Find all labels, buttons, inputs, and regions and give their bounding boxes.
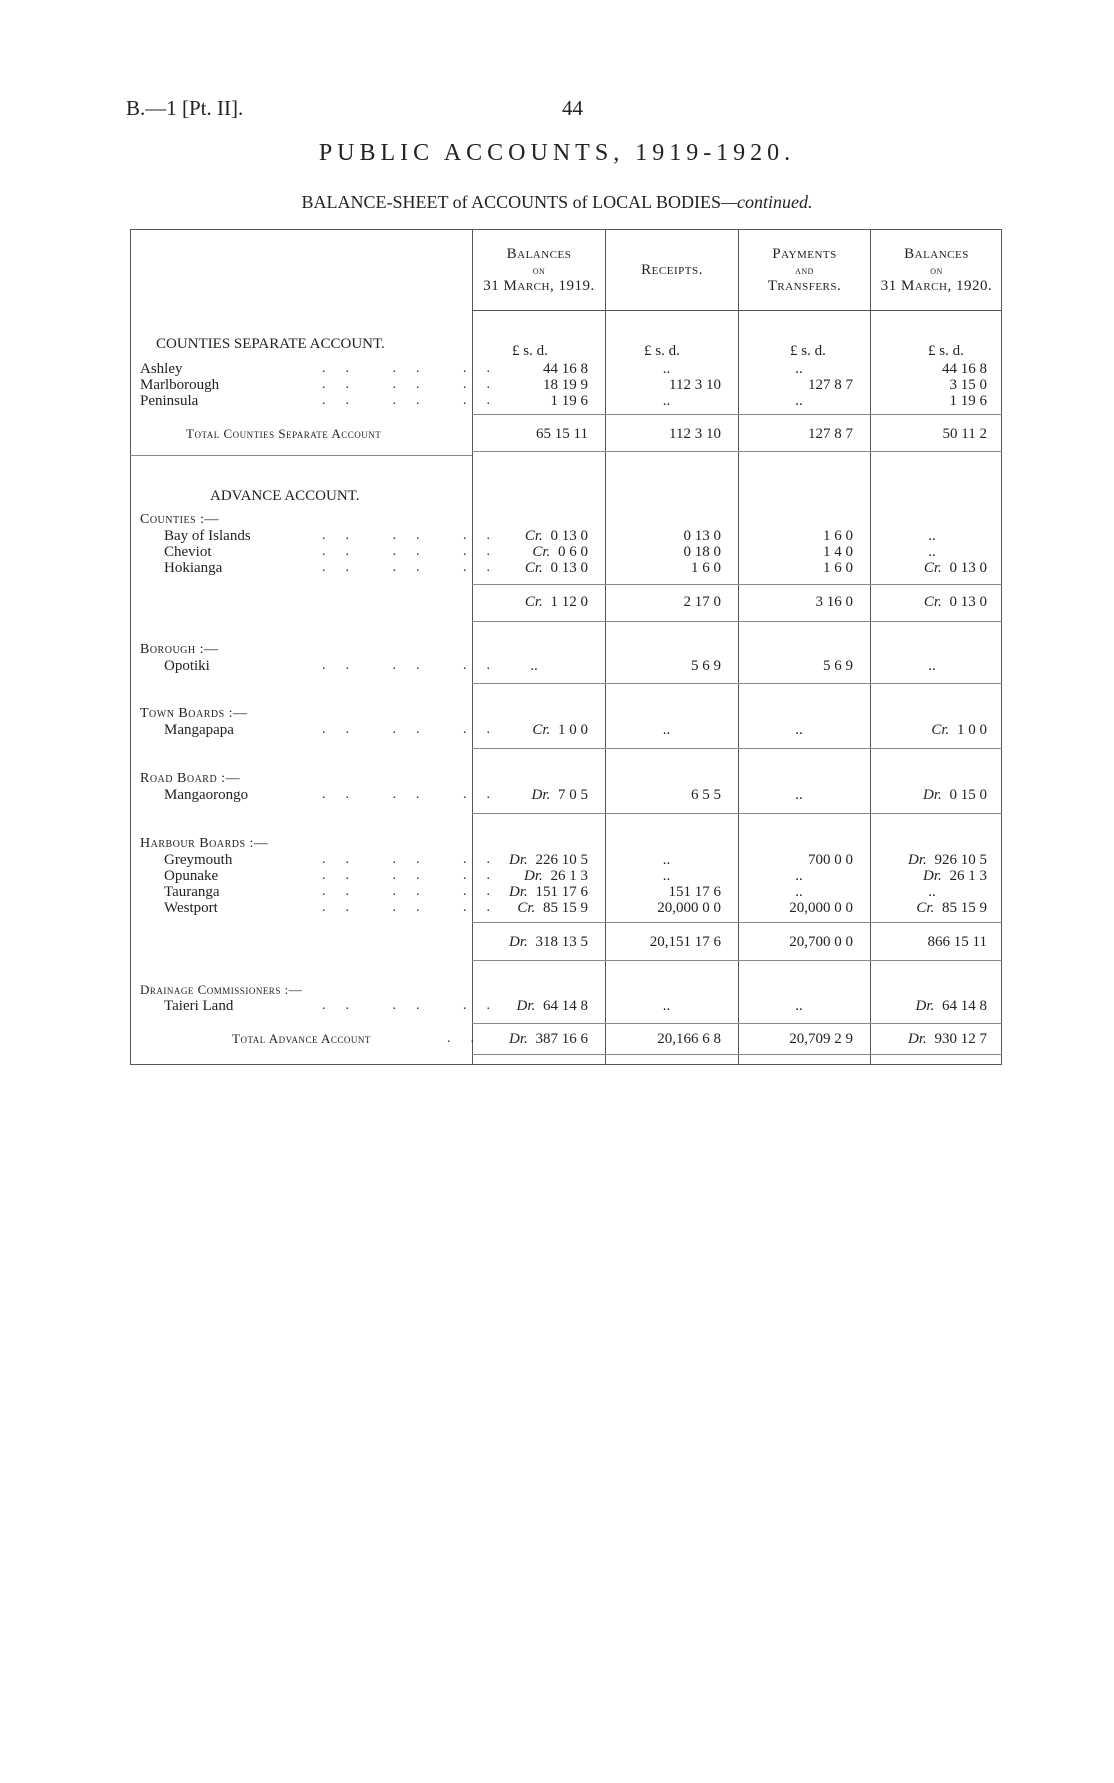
row-name: Ashley: [140, 361, 183, 377]
table-cell: 0 13 0: [683, 528, 721, 544]
leader-dots: ..: [447, 1031, 494, 1046]
leader-dots: .. .. ..: [322, 560, 510, 575]
table-cell: ..: [662, 868, 671, 884]
row-name: Hokianga: [164, 560, 223, 576]
col-header-payments: Payments and Transfers.: [767, 246, 842, 294]
table-cell: Cr. 0 13 0: [524, 560, 588, 576]
table-cell: 1 19 6: [550, 393, 588, 409]
subtotal-cell: 2 17 0: [683, 594, 721, 610]
leader-dots: .. .. ..: [322, 722, 510, 737]
table-cell: Cr. 0 13 0: [524, 528, 588, 544]
subtitle-main: BALANCE-SHEET of ACCOUNTS of LOCAL BODIES: [301, 192, 721, 212]
table-cell: ..: [928, 544, 936, 560]
table-cell: Dr. 64 14 8: [516, 998, 588, 1014]
table-cell: Dr. 926 10 5: [907, 852, 987, 868]
table-cell: ..: [928, 884, 936, 900]
table-cell: Cr. 1 0 0: [931, 722, 987, 738]
total-cell: 65 15 11: [536, 426, 588, 442]
table-cell: 1 6 0: [823, 560, 853, 576]
row-name: Opotiki: [164, 658, 210, 674]
group-label-counties: Counties :—: [140, 512, 220, 527]
unit-label-c3: £ s. d.: [790, 343, 826, 359]
table-cell: Cr. 0 6 0: [532, 544, 588, 560]
total-cell: 127 8 7: [808, 426, 853, 442]
row-name: Cheviot: [164, 544, 212, 560]
subtotal-cell: 20,151 17 6: [649, 934, 721, 950]
leader-dots: .. .. ..: [322, 868, 510, 883]
table-cell: 3 15 0: [949, 377, 987, 393]
row-name: Peninsula: [140, 393, 199, 409]
table-cell: 20,000 0 0: [789, 900, 853, 916]
leader-dots: .. .. ..: [322, 658, 510, 673]
table-cell: Cr. 85 15 9: [517, 900, 588, 916]
table-cell: 112 3 10: [669, 377, 721, 393]
unit-label-c2: £ s. d.: [644, 343, 680, 359]
table-cell: ..: [662, 393, 671, 409]
leader-dots: .. .. ..: [322, 900, 510, 915]
table-cell: ..: [928, 528, 936, 544]
table-cell: Cr. 0 13 0: [923, 560, 987, 576]
col-header-receipts: Receipts.: [641, 262, 703, 278]
table-cell: 5 6 9: [691, 658, 721, 674]
table-cell: Dr. 64 14 8: [915, 998, 987, 1014]
total-cell: 20,166 6 8: [657, 1031, 721, 1047]
section-heading-advance: ADVANCE ACCOUNT.: [210, 488, 360, 504]
row-name: Greymouth: [164, 852, 233, 868]
section-heading-counties-separate: COUNTIES SEPARATE ACCOUNT.: [156, 336, 385, 352]
total-cell: Dr. 930 12 7: [907, 1031, 987, 1047]
row-name: Bay of Islands: [164, 528, 251, 544]
total-cell: Dr. 387 16 6: [508, 1031, 588, 1047]
table-cell: Dr. 26 1 3: [523, 868, 588, 884]
table-cell: 127 8 7: [808, 377, 853, 393]
table-cell: 151 17 6: [668, 884, 721, 900]
table-cell: Dr. 0 15 0: [922, 787, 987, 803]
table-cell: ..: [795, 884, 803, 900]
table-cell: ..: [795, 787, 803, 803]
page-subtitle: [0, 192, 1114, 213]
row-name: Taieri Land: [164, 998, 234, 1014]
subtotal-cell: Cr. 0 13 0: [923, 594, 987, 610]
table-cell: ..: [795, 998, 803, 1014]
table-cell: 5 6 9: [823, 658, 853, 674]
total-cell: 20,709 2 9: [789, 1031, 853, 1047]
row-name: Opunake: [164, 868, 219, 884]
group-label-harbour-boards: Harbour Boards :—: [140, 836, 269, 851]
table-cell: ..: [662, 361, 671, 377]
leader-dots: .. .. ..: [322, 361, 510, 376]
table-cell: 1 6 0: [691, 560, 721, 576]
total-cell: 50 11 2: [942, 426, 987, 442]
table-cell: Cr. 1 0 0: [532, 722, 588, 738]
subtotal-cell: 3 16 0: [815, 594, 853, 610]
unit-label-c4: £ s. d.: [928, 343, 964, 359]
table-cell: 700 0 0: [808, 852, 853, 868]
leader-dots: .. .. ..: [322, 377, 510, 392]
leader-dots: .. .. ..: [322, 544, 510, 559]
table-cell: ..: [662, 852, 671, 868]
leader-dots: .. .. ..: [322, 393, 510, 408]
table-cell: Dr. 26 1 3: [922, 868, 987, 884]
table-cell: Dr. 151 17 6: [508, 884, 588, 900]
leader-dots: .. .. ..: [322, 852, 510, 867]
table-cell: 1 19 6: [949, 393, 987, 409]
table-cell: 6 5 5: [691, 787, 721, 803]
subtotal-cell: 20,700 0 0: [789, 934, 853, 950]
table-cell: 1 6 0: [823, 528, 853, 544]
subtotal-cell: Dr. 318 13 5: [508, 934, 588, 950]
subtotal-cell: Cr. 1 12 0: [524, 594, 588, 610]
subtitle-continued: —continued.: [721, 192, 813, 212]
row-name: Tauranga: [164, 884, 220, 900]
page-title: PUBLIC ACCOUNTS, 1919-1920.: [318, 140, 796, 166]
col-header-balances-1920: Balances on 31 March, 1920.: [880, 246, 993, 294]
table-cell: ..: [662, 722, 671, 738]
row-name: Mangaorongo: [164, 787, 249, 803]
table-cell: Dr. 226 10 5: [508, 852, 588, 868]
leader-dots: .. .. ..: [322, 998, 510, 1013]
table-cell: 20,000 0 0: [657, 900, 721, 916]
row-name: Westport: [164, 900, 218, 916]
page-number: 44: [562, 96, 583, 120]
table-cell: ..: [530, 658, 538, 674]
table-cell: 18 19 9: [543, 377, 588, 393]
group-label-town-boards: Town Boards :—: [140, 706, 248, 721]
document-reference: B.—1 [Pt. II].: [126, 96, 244, 120]
unit-label-c1: £ s. d.: [512, 343, 548, 359]
table-cell: ..: [795, 393, 803, 409]
table-cell: ..: [795, 361, 803, 377]
table-cell: 0 18 0: [683, 544, 721, 560]
group-label-drainage: Drainage Commissioners :—: [140, 982, 303, 997]
table-cell: Dr. 7 0 5: [531, 787, 588, 803]
subtotal-cell: 866 15 11: [927, 934, 987, 950]
leader-dots: .. .. ..: [322, 884, 510, 899]
table-cell: ..: [795, 722, 803, 738]
table-cell: 1 4 0: [823, 544, 853, 560]
table-cell: ..: [795, 868, 803, 884]
group-label-road-board: Road Board :—: [140, 771, 241, 786]
total-label-advance: Total Advance Account: [232, 1031, 371, 1046]
col-header-balances-1919: Balances on 31 March, 1919.: [483, 246, 595, 294]
group-label-borough: Borough :—: [140, 642, 219, 657]
total-label-counties-separate: Total Counties Separate Account: [186, 426, 382, 441]
leader-dots: .. .. ..: [322, 528, 510, 543]
row-name: Mangapapa: [164, 722, 234, 738]
total-cell: 112 3 10: [669, 426, 721, 442]
table-cell: ..: [928, 658, 936, 674]
table-cell: 44 16 8: [543, 361, 588, 377]
table-cell: ..: [662, 998, 671, 1014]
leader-dots: .. .. ..: [322, 787, 510, 802]
row-name: Marlborough: [140, 377, 220, 393]
table-cell: 44 16 8: [942, 361, 987, 377]
table-cell: Cr. 85 15 9: [916, 900, 987, 916]
